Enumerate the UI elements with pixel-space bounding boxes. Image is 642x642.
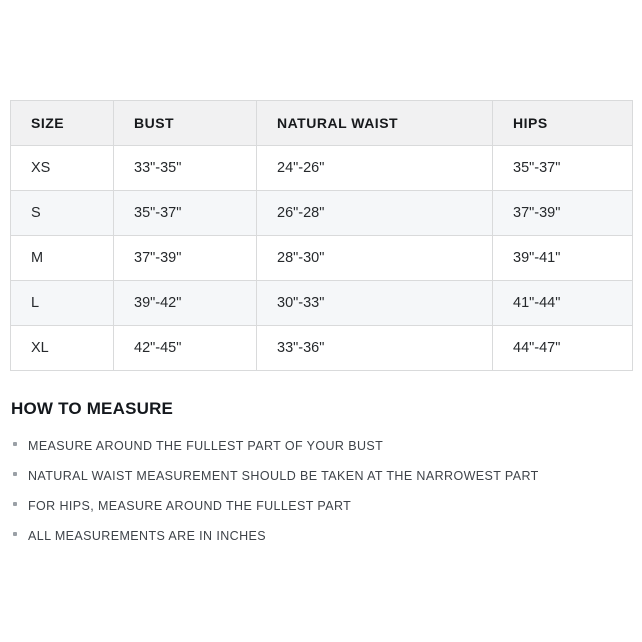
column-header: HIPS	[493, 101, 633, 146]
measure-instruction-text: NATURAL WAIST MEASUREMENT SHOULD BE TAKEN AT THE NARROWEST PART	[28, 469, 539, 483]
measure-instruction-text: ALL MEASUREMENTS ARE IN INCHES	[28, 529, 266, 543]
measure-instruction-item	[11, 499, 539, 529]
measurement-cell: 30"-33"	[257, 281, 493, 326]
column-header: SIZE	[11, 101, 114, 146]
measurement-cell: 42"-45"	[114, 326, 257, 371]
size-cell: XS	[11, 146, 114, 191]
size-cell: L	[11, 281, 114, 326]
measurement-cell: 35"-37"	[493, 146, 633, 191]
measure-instruction-item	[11, 439, 539, 469]
column-header: NATURAL WAIST	[257, 101, 493, 146]
measurement-cell: 39"-41"	[493, 236, 633, 281]
table-row	[11, 191, 633, 236]
measurement-cell: 41"-44"	[493, 281, 633, 326]
column-header: BUST	[114, 101, 257, 146]
measurement-cell: 24"-26"	[257, 146, 493, 191]
table-row	[11, 236, 633, 281]
measurement-cell: 37"-39"	[493, 191, 633, 236]
bullet-dot	[13, 472, 17, 476]
measure-instruction-text: FOR HIPS, MEASURE AROUND THE FULLEST PART	[28, 499, 352, 513]
measure-instructions-list	[11, 439, 539, 559]
measure-instruction-item	[11, 469, 539, 499]
bullet-dot	[13, 532, 17, 536]
measurement-cell: 26"-28"	[257, 191, 493, 236]
measurement-cell: 35"-37"	[114, 191, 257, 236]
measurement-cell: 33"-36"	[257, 326, 493, 371]
size-table-body	[11, 146, 633, 371]
measurement-cell: 33"-35"	[114, 146, 257, 191]
bullet-dot	[13, 442, 17, 446]
header-row	[11, 101, 633, 146]
table-row	[11, 326, 633, 371]
size-table	[10, 100, 633, 371]
size-cell: M	[11, 236, 114, 281]
measurement-cell: 37"-39"	[114, 236, 257, 281]
table-row	[11, 146, 633, 191]
measurement-cell: 44"-47"	[493, 326, 633, 371]
size-table-header	[11, 101, 633, 146]
measurement-cell: 39"-42"	[114, 281, 257, 326]
measure-instruction-text: MEASURE AROUND THE FULLEST PART OF YOUR BUST	[28, 439, 384, 453]
measurement-cell: 28"-30"	[257, 236, 493, 281]
how-to-measure-heading: HOW TO MEASURE	[11, 399, 174, 418]
size-cell: XL	[11, 326, 114, 371]
table-row	[11, 281, 633, 326]
measure-instruction-item	[11, 529, 539, 559]
size-cell: S	[11, 191, 114, 236]
bullet-dot	[13, 502, 17, 506]
